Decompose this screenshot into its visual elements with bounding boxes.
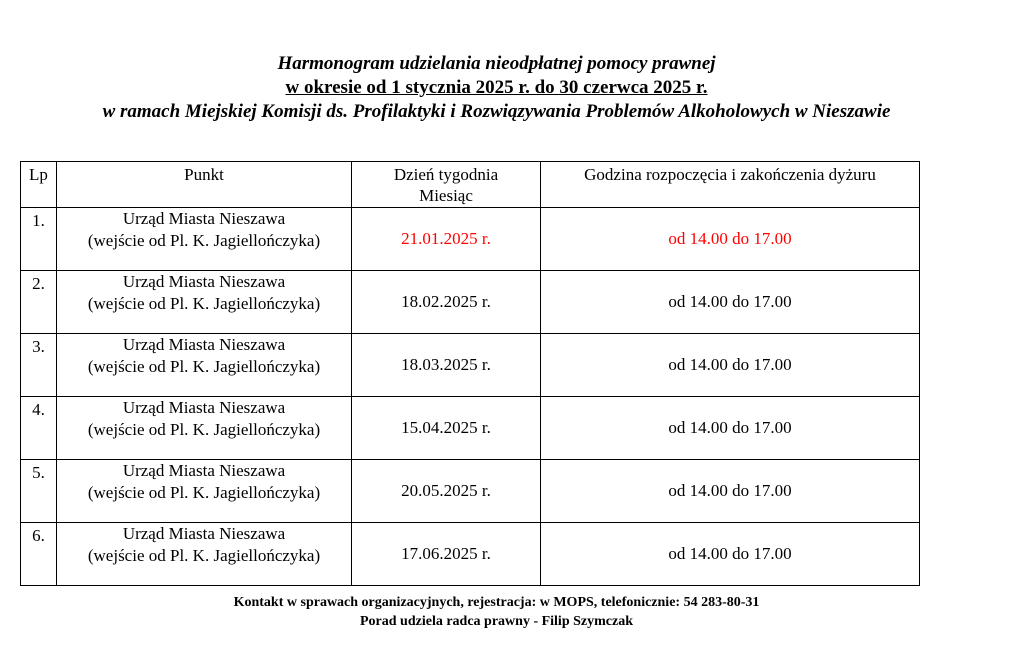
row-place (57, 271, 352, 334)
row-place-entrance: (wejście od Pl. K. Jagiellończyka) (87, 231, 321, 250)
column-header-day-line2: Miesiąc (419, 186, 473, 205)
table-row (21, 271, 920, 334)
row-place-name: Urząd Miasta Nieszawa (122, 398, 286, 417)
schedule-table (20, 161, 920, 586)
row-lp: 6. (21, 523, 57, 586)
row-date: 18.02.2025 r. (352, 271, 541, 334)
footer-advisor: Porad udziela radca prawny - Filip Szymczak (360, 614, 633, 629)
header-period: w okresie od 1 stycznia 2025 r. do 30 czerwca 2025 r. (285, 77, 708, 98)
row-place (57, 460, 352, 523)
row-place (57, 334, 352, 397)
row-place-name: Urząd Miasta Nieszawa (122, 461, 286, 480)
row-place-entrance: (wejście od Pl. K. Jagiellończyka) (87, 294, 321, 313)
document-footer (0, 593, 993, 631)
row-place-name: Urząd Miasta Nieszawa (122, 209, 286, 228)
column-header-day-line1: Dzień tygodnia (393, 165, 499, 184)
header-program: w ramach Miejskiej Komisji ds. Profilaktyki i Rozwiązywania Problemów Alkoholowych w Nieszawie (102, 101, 891, 122)
row-hours: od 14.00 do 17.00 (541, 208, 920, 271)
column-header-hours: Godzina rozpoczęcia i zakończenia dyżuru (541, 162, 920, 208)
row-lp: 5. (21, 460, 57, 523)
row-hours: od 14.00 do 17.00 (541, 397, 920, 460)
row-date: 18.03.2025 r. (352, 334, 541, 397)
row-place-entrance: (wejście od Pl. K. Jagiellończyka) (87, 357, 321, 376)
table-row (21, 334, 920, 397)
row-lp: 4. (21, 397, 57, 460)
row-hours: od 14.00 do 17.00 (541, 334, 920, 397)
row-lp: 1. (21, 208, 57, 271)
row-place-entrance: (wejście od Pl. K. Jagiellończyka) (87, 546, 321, 565)
row-date: 15.04.2025 r. (352, 397, 541, 460)
table-row (21, 208, 920, 271)
row-place (57, 397, 352, 460)
column-header-place: Punkt (57, 162, 352, 208)
row-place-name: Urząd Miasta Nieszawa (122, 524, 286, 543)
row-hours: od 14.00 do 17.00 (541, 523, 920, 586)
row-lp: 3. (21, 334, 57, 397)
document-header (0, 52, 993, 124)
row-date: 21.01.2025 r. (352, 208, 541, 271)
footer-contact: Kontakt w sprawach organizacyjnych, rejestracja: w MOPS, telefonicznie: 54 283-80-31 (233, 595, 760, 610)
table-row (21, 460, 920, 523)
row-place (57, 208, 352, 271)
row-place-name: Urząd Miasta Nieszawa (122, 335, 286, 354)
row-place-name: Urząd Miasta Nieszawa (122, 272, 286, 291)
row-place (57, 523, 352, 586)
row-date: 17.06.2025 r. (352, 523, 541, 586)
table-row (21, 397, 920, 460)
row-lp: 2. (21, 271, 57, 334)
row-hours: od 14.00 do 17.00 (541, 460, 920, 523)
row-place-entrance: (wejście od Pl. K. Jagiellończyka) (87, 483, 321, 502)
column-header-lp: Lp (21, 162, 57, 208)
row-hours: od 14.00 do 17.00 (541, 271, 920, 334)
header-title: Harmonogram udzielania nieodpłatnej pomocy prawnej (277, 53, 716, 74)
table-header-row (21, 162, 920, 208)
row-date: 20.05.2025 r. (352, 460, 541, 523)
column-header-day (352, 162, 541, 208)
row-place-entrance: (wejście od Pl. K. Jagiellończyka) (87, 420, 321, 439)
table-row (21, 523, 920, 586)
